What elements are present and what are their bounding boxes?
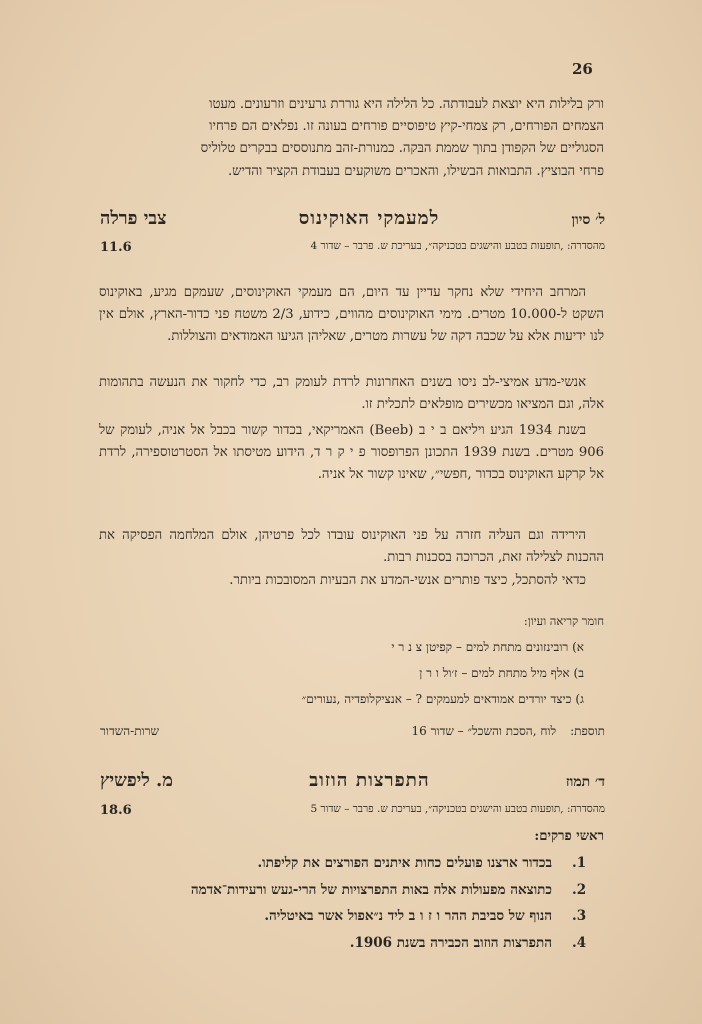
section2-series-number: 18.6 — [100, 803, 132, 818]
chapter-item — [92, 930, 592, 957]
chapters-title: ראשי פרקים: — [534, 829, 604, 844]
section1-paragraph-4: הירידה וגם העליה חזרה על פני האוקינוס עובדו לכל פרטיהן, אולם המלחמה הפסיקה את ההכנות לצלילה זאת, הכרוכה בסכנות רבות. — [99, 528, 604, 566]
intro-line: הסגוליים של הקפודן בתוך שממת הבּקה. כמנורת-זהב מתנוססים בבקרים טלוליס — [200, 141, 604, 157]
chapter-number: 2. — [572, 881, 587, 898]
reading-item: ב) אלף מיל מתחת למים – ז׳ול ו ר ן — [419, 666, 584, 680]
chapters-list — [92, 850, 592, 956]
intro-line: פרחי הבוציץ. התבואות הבשילו, והאכרים משוקעים בעבודת הקציר והדיש. — [227, 163, 604, 179]
reading-list-title: חומר קריאה ועיון: — [523, 614, 604, 628]
chapter-number: 3. — [572, 908, 587, 924]
section1-addition — [100, 724, 605, 739]
chapter-text: הנוף של סביבת ההר ו ז ו ב ליד נ״אפול אשר באיטליה. — [264, 908, 552, 924]
addition-label: תוספת: — [570, 724, 605, 738]
chapter-text: כתוצאה מפעולות אלה באות התפרצויות של הרי-געש ורעידות־אדמה — [190, 881, 552, 898]
chapter-item — [92, 877, 592, 904]
addition-text: לוח ,הסכת והשכל״ – שדור 16 — [411, 724, 557, 738]
section2-series-text: מהסדרה: ,תופעות בטבע והישגים בטכניקה״, בעריכת ש. פרבר – שדור 5 — [310, 803, 605, 815]
section1-paragraph-3: בשנת 1934 הגיע ויליאם ב י ב (Beeb) האמריקאי, בכדור קשור בכבל אל אניה, לעומק של 906 מטרים. בשנת 1939 התכונן הפרופסור פ י ק ר ד, הידוע מטיסתו אל הסטרטוספירה, לרדת אל קרקע האוקינוס בכדור ,חפשי״, שאינו קשור אל אניה. — [99, 423, 604, 483]
section1-title: למעמקי האוקינוס — [298, 208, 440, 229]
chapter-item — [92, 850, 592, 877]
section1-series-text: מהסדרה: ,תופעות בטבע והישגים בטכניקה״, בעריכת ש. פרבר – שדור 4 — [310, 240, 605, 252]
chapter-item — [92, 903, 592, 930]
page-number: 26 — [572, 60, 593, 78]
reading-item: א) רובינזונים מתחת למים – קפיטן צ נ ר י — [391, 640, 584, 654]
section2-title: התפרצות הוזוב — [309, 770, 430, 791]
section1-date: ל׳ סיון — [571, 212, 605, 228]
section1-paragraph-2: אנשי-מדע אמיצי-לב ניסו בשנים האחרונות לרדת לעומק רב, כדי לחקור את הנעשה בתהומות אלה, וגם המציאו מכשירים מופלאים לתכלית זו. — [99, 375, 604, 413]
section1-paragraph-1: המרחב היחידי שלא נחקר עדיין עד היום, הם מעמקי האוקינוסים, שעמקם מגיע, באוקינוס השקט ל-10.000 מטרים. מימי האוקינוסים מהווים, כידוע, 2/3 משטח פני כדור-הארץ, אולם אין לנו ידיעות אלא על שכבה דקה של עשרות מטרים, שאליהן הגיעו האמודאים והצוללות. — [99, 285, 605, 345]
section1-author: צבי פרלה — [100, 208, 167, 229]
chapter-text: התפרצות הוזוב הכבירה בשנת 1906. — [349, 934, 552, 951]
section1-series-number: 11.6 — [100, 240, 132, 255]
chapter-text: בכדור ארצנו פועלים כחות איתנים הפורצים את קליפתו. — [257, 855, 552, 871]
intro-line: ורק בלילות היא יוצאת לעבודתה. כל הלילה היא גוררת גרעינים וזרעונים. מעטו — [209, 97, 604, 112]
reading-list — [104, 634, 584, 712]
section2-series — [100, 803, 605, 818]
section2-author: מ. ליפשיץ — [100, 770, 173, 791]
intro-line: הצמחים הפורחים, רק צמחי-קיץ טיפוסיים פורחים בעונה זו. נפלאים הם פרחיו — [209, 119, 604, 135]
chapter-number: 4. — [572, 934, 587, 951]
reading-item: ג) כיצד יורדים אמודאים למעמקים ? – אנציקלופדיה ,נעורים״ — [301, 692, 584, 706]
section2-date: ד׳ תמוז — [565, 774, 605, 790]
chapter-number: 1. — [572, 855, 587, 871]
addition-right: שרות-השדור — [100, 724, 159, 738]
section2-header — [100, 770, 605, 792]
section1-header — [100, 208, 605, 230]
intro-paragraph — [99, 94, 604, 183]
section1-series — [100, 240, 605, 255]
section1-paragraph-5: כדאי להסתכל, כיצד פותרים אנשי-המדע את הבעיות המסובכות ביותר. — [229, 573, 586, 588]
